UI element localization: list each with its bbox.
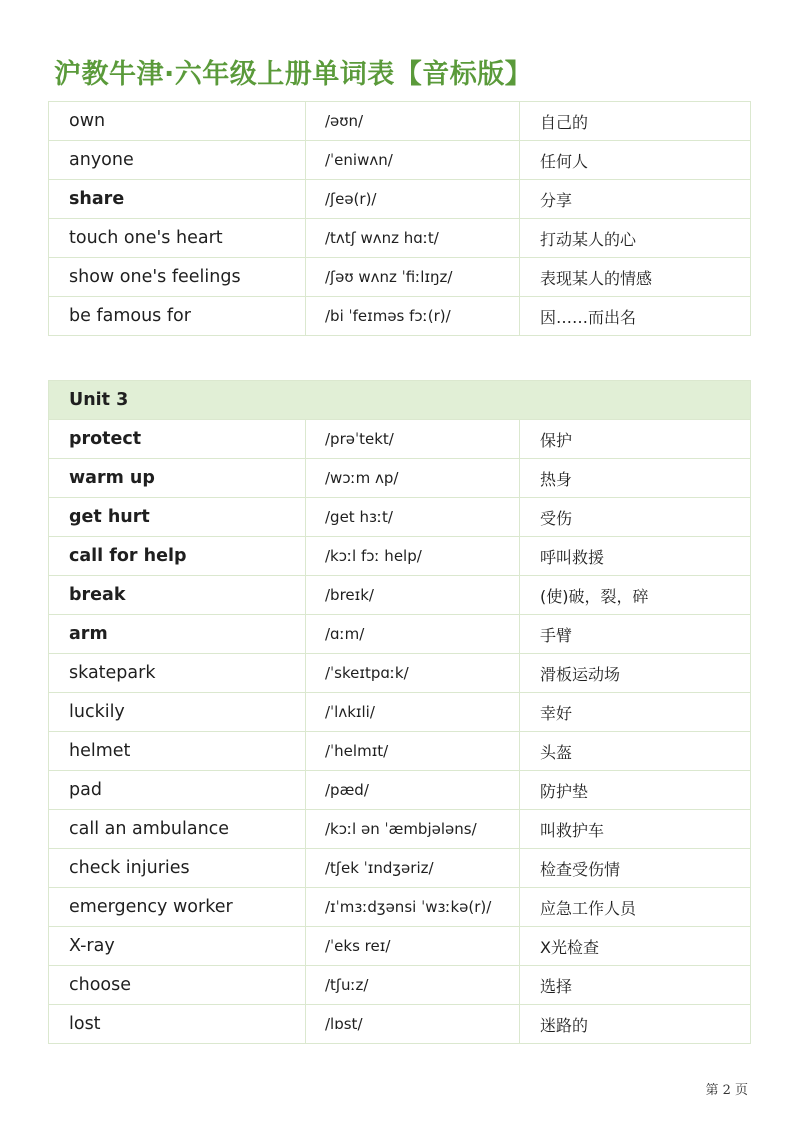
word-cell: protect (49, 420, 306, 459)
phonetic-cell: /ˈhelmɪt/ (306, 732, 520, 771)
phonetic-cell: /ʃəʊ wʌnz ˈfiːlɪŋz/ (306, 258, 520, 297)
phonetic-cell: /get hɜːt/ (306, 498, 520, 537)
vocab-row (49, 219, 751, 258)
vocab-row (49, 927, 751, 966)
translation-cell: 手臂 (520, 615, 751, 654)
word-cell: choose (49, 966, 306, 1005)
translation-cell: 分享 (520, 180, 751, 219)
vocab-row (49, 498, 751, 537)
phonetic-cell: /tʃuːz/ (306, 966, 520, 1005)
translation-cell: 呼叫救援 (520, 537, 751, 576)
translation-cell: 任何人 (520, 141, 751, 180)
vocab-table-1 (48, 101, 751, 336)
word-cell: helmet (49, 732, 306, 771)
word-cell: check injuries (49, 849, 306, 888)
word-cell: be famous for (49, 297, 306, 336)
translation-cell: 应急工作人员 (520, 888, 751, 927)
word-cell: arm (49, 615, 306, 654)
translation-cell: X光检查 (520, 927, 751, 966)
unit-label: Unit 3 (49, 381, 751, 420)
phonetic-cell: /tʌtʃ wʌnz hɑːt/ (306, 219, 520, 258)
word-cell: get hurt (49, 498, 306, 537)
word-cell: call for help (49, 537, 306, 576)
vocab-row (49, 1005, 751, 1044)
translation-cell: 防护垫 (520, 771, 751, 810)
translation-cell: 叫救护车 (520, 810, 751, 849)
word-cell: call an ambulance (49, 810, 306, 849)
word-cell: touch one's heart (49, 219, 306, 258)
vocab-row (49, 180, 751, 219)
vocab-row (49, 420, 751, 459)
vocab-row (49, 654, 751, 693)
phonetic-cell: /ɪˈmɜːdʒənsi ˈwɜːkə(r)/ (306, 888, 520, 927)
phonetic-cell: /ˈeniwʌn/ (306, 141, 520, 180)
phonetic-cell: /kɔːl fɔː help/ (306, 537, 520, 576)
translation-cell: 热身 (520, 459, 751, 498)
phonetic-cell: /lɒst/ (306, 1005, 520, 1044)
phonetic-cell: /kɔːl ən ˈæmbjələns/ (306, 810, 520, 849)
vocab-row (49, 576, 751, 615)
vocab-row (49, 297, 751, 336)
word-cell: skatepark (49, 654, 306, 693)
translation-cell: 打动某人的心 (520, 219, 751, 258)
phonetic-cell: /əʊn/ (306, 102, 520, 141)
word-cell: anyone (49, 141, 306, 180)
vocab-row (49, 888, 751, 927)
word-cell: pad (49, 771, 306, 810)
translation-cell: 选择 (520, 966, 751, 1005)
translation-cell: 检查受伤情 (520, 849, 751, 888)
phonetic-cell: /ˈeks reɪ/ (306, 927, 520, 966)
vocab-row (49, 810, 751, 849)
word-cell: emergency worker (49, 888, 306, 927)
phonetic-cell: /bi ˈfeɪməs fɔː(r)/ (306, 297, 520, 336)
page-number: 第 2 页 (705, 1083, 748, 1098)
vocab-row (49, 693, 751, 732)
phonetic-cell: /wɔːm ʌp/ (306, 459, 520, 498)
phonetic-cell: /breɪk/ (306, 576, 520, 615)
translation-cell: 因……而出名 (520, 297, 751, 336)
translation-cell: 表现某人的情感 (520, 258, 751, 297)
vocab-row (49, 102, 751, 141)
translation-cell: 受伤 (520, 498, 751, 537)
vocab-row (49, 537, 751, 576)
word-cell: show one's feelings (49, 258, 306, 297)
translation-cell: 滑板运动场 (520, 654, 751, 693)
translation-cell: (使)破，裂，碎 (520, 576, 751, 615)
vocab-row (49, 615, 751, 654)
word-cell: warm up (49, 459, 306, 498)
phonetic-cell: /ˈlʌkɪli/ (306, 693, 520, 732)
vocab-row (49, 732, 751, 771)
phonetic-cell: /ˈskeɪtpɑːk/ (306, 654, 520, 693)
word-cell: share (49, 180, 306, 219)
vocab-row (49, 966, 751, 1005)
phonetic-cell: /ɑːm/ (306, 615, 520, 654)
vocab-row (49, 771, 751, 810)
vocab-row (49, 849, 751, 888)
phonetic-cell: /pæd/ (306, 771, 520, 810)
word-cell: own (49, 102, 306, 141)
word-cell: break (49, 576, 306, 615)
word-cell: lost (49, 1005, 306, 1044)
translation-cell: 自己的 (520, 102, 751, 141)
vocab-row (49, 141, 751, 180)
phonetic-cell: /prəˈtekt/ (306, 420, 520, 459)
unit-header-row (49, 381, 751, 420)
page-title: 沪教牛津·六年级上册单词表【音标版】 (54, 59, 533, 90)
translation-cell: 幸好 (520, 693, 751, 732)
word-cell: X-ray (49, 927, 306, 966)
translation-cell: 保护 (520, 420, 751, 459)
translation-cell: 头盔 (520, 732, 751, 771)
translation-cell: 迷路的 (520, 1005, 751, 1044)
vocab-row (49, 459, 751, 498)
phonetic-cell: /tʃek ˈɪndʒəriz/ (306, 849, 520, 888)
word-cell: luckily (49, 693, 306, 732)
vocab-table-unit3 (48, 380, 751, 1044)
phonetic-cell: /ʃeə(r)/ (306, 180, 520, 219)
vocab-row (49, 258, 751, 297)
